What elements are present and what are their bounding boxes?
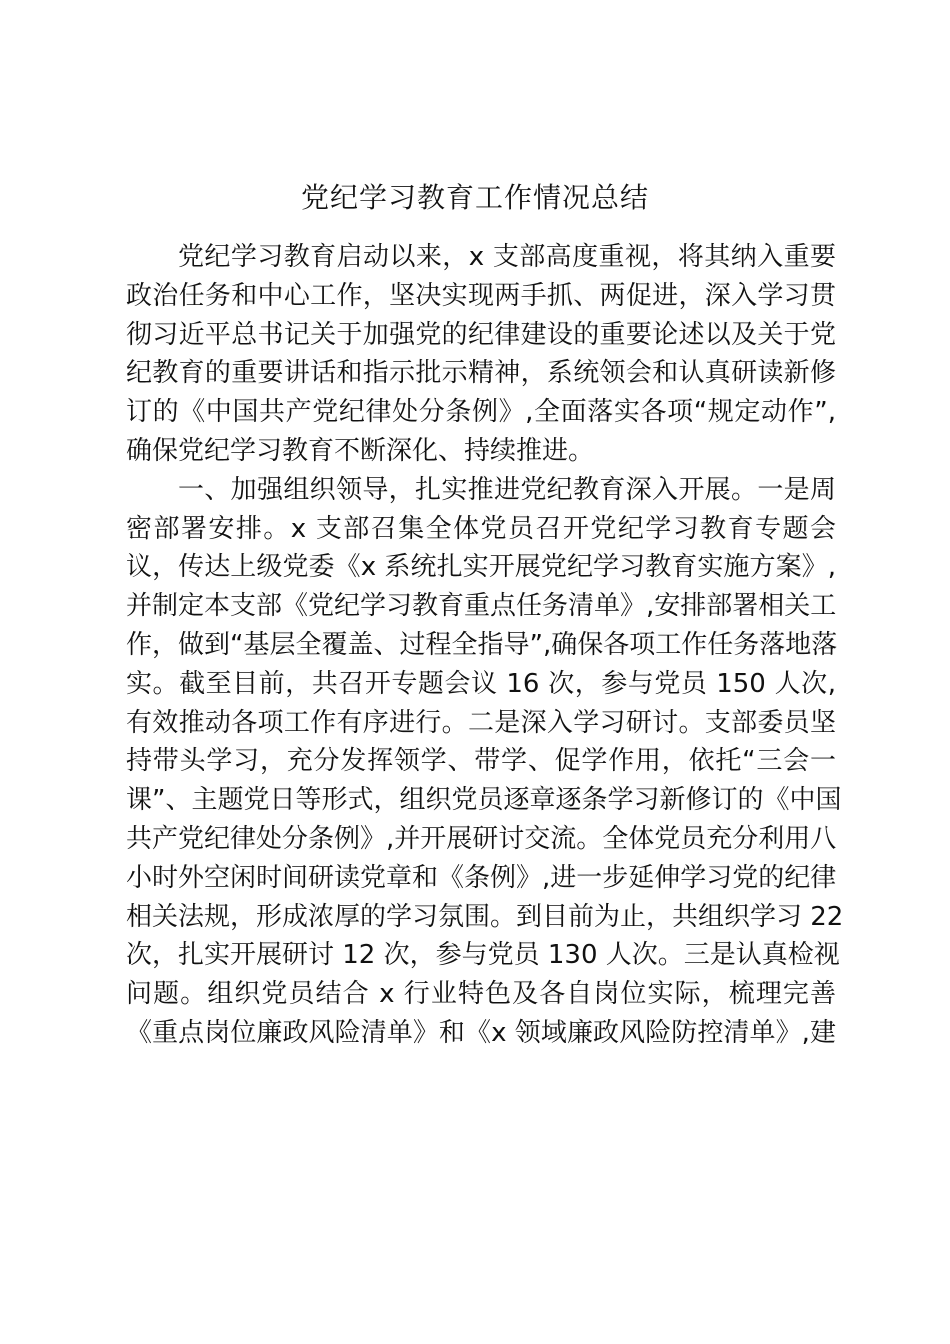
paragraph-line: 课”、主题党日等形式，组织党员逐章逐条学习新修订的《中国 [126, 785, 842, 816]
paragraph-line: 密部署安排。x 支部召集全体党员召开党纪学习教育专题会 [126, 513, 836, 544]
paragraph-line: 《重点岗位廉政风险清单》和《x 领域廉政风险防控清单》,建 [126, 1017, 836, 1048]
paragraph-line: 彻习近平总书记关于加强党的纪律建设的重要论述以及关于党 [126, 319, 836, 350]
paragraph-line: 纪教育的重要讲话和指示批示精神，系统领会和认真研读新修 [126, 358, 836, 389]
paragraph-line: 确保党纪学习教育不断深化、持续推进。 [126, 435, 595, 466]
document-title: 党纪学习教育工作情况总结 [300, 181, 649, 214]
paragraph-line: 实。截至目前，共召开专题会议 16 次，参与党员 150 人次, [126, 668, 836, 699]
paragraph-line: 相关法规，形成浓厚的学习氛围。到目前为止，共组织学习 22 [126, 901, 844, 932]
paragraph-line: 并制定本支部《党纪学习教育重点任务清单》,安排部署相关工 [126, 591, 837, 622]
paragraph-line: 订的《中国共产党纪律处分条例》,全面落实各项“规定动作”, [126, 397, 836, 428]
paragraph-line: 有效推动各项工作有序进行。二是深入学习研讨。支部委员坚 [126, 707, 836, 738]
document-body [126, 238, 844, 1053]
paragraph-line: 议，传达上级党委《x 系统扎实开展党纪学习教育实施方案》, [126, 552, 836, 583]
paragraph-line: 小时外空闲时间研读党章和《条例》,进一步延伸学习党的纪律 [126, 862, 837, 893]
paragraph-line: 持带头学习，充分发挥领学、带学、促学作用，依托“三会一 [126, 746, 836, 777]
paragraph-line: 作，做到“基层全覆盖、过程全指导”,确保各项工作任务落地落 [126, 629, 838, 660]
paragraph-line: 党纪学习教育启动以来，x 支部高度重视，将其纳入重要 [178, 242, 836, 272]
paragraph-line: 共产党纪律处分条例》,并开展研讨交流。全体党员充分利用八 [126, 823, 837, 854]
paragraph-line: 问题。组织党员结合 x 行业特色及各自岗位实际，梳理完善 [126, 979, 836, 1010]
paragraph-line: 一、加强组织领导，扎实推进党纪教育深入开展。一是周 [178, 474, 836, 505]
paragraph-line: 次，扎实开展研讨 12 次，参与党员 130 人次。三是认真检视 [126, 940, 840, 971]
paragraph-line: 政治任务和中心工作，坚决实现两手抓、两促进，深入学习贯 [126, 280, 836, 311]
